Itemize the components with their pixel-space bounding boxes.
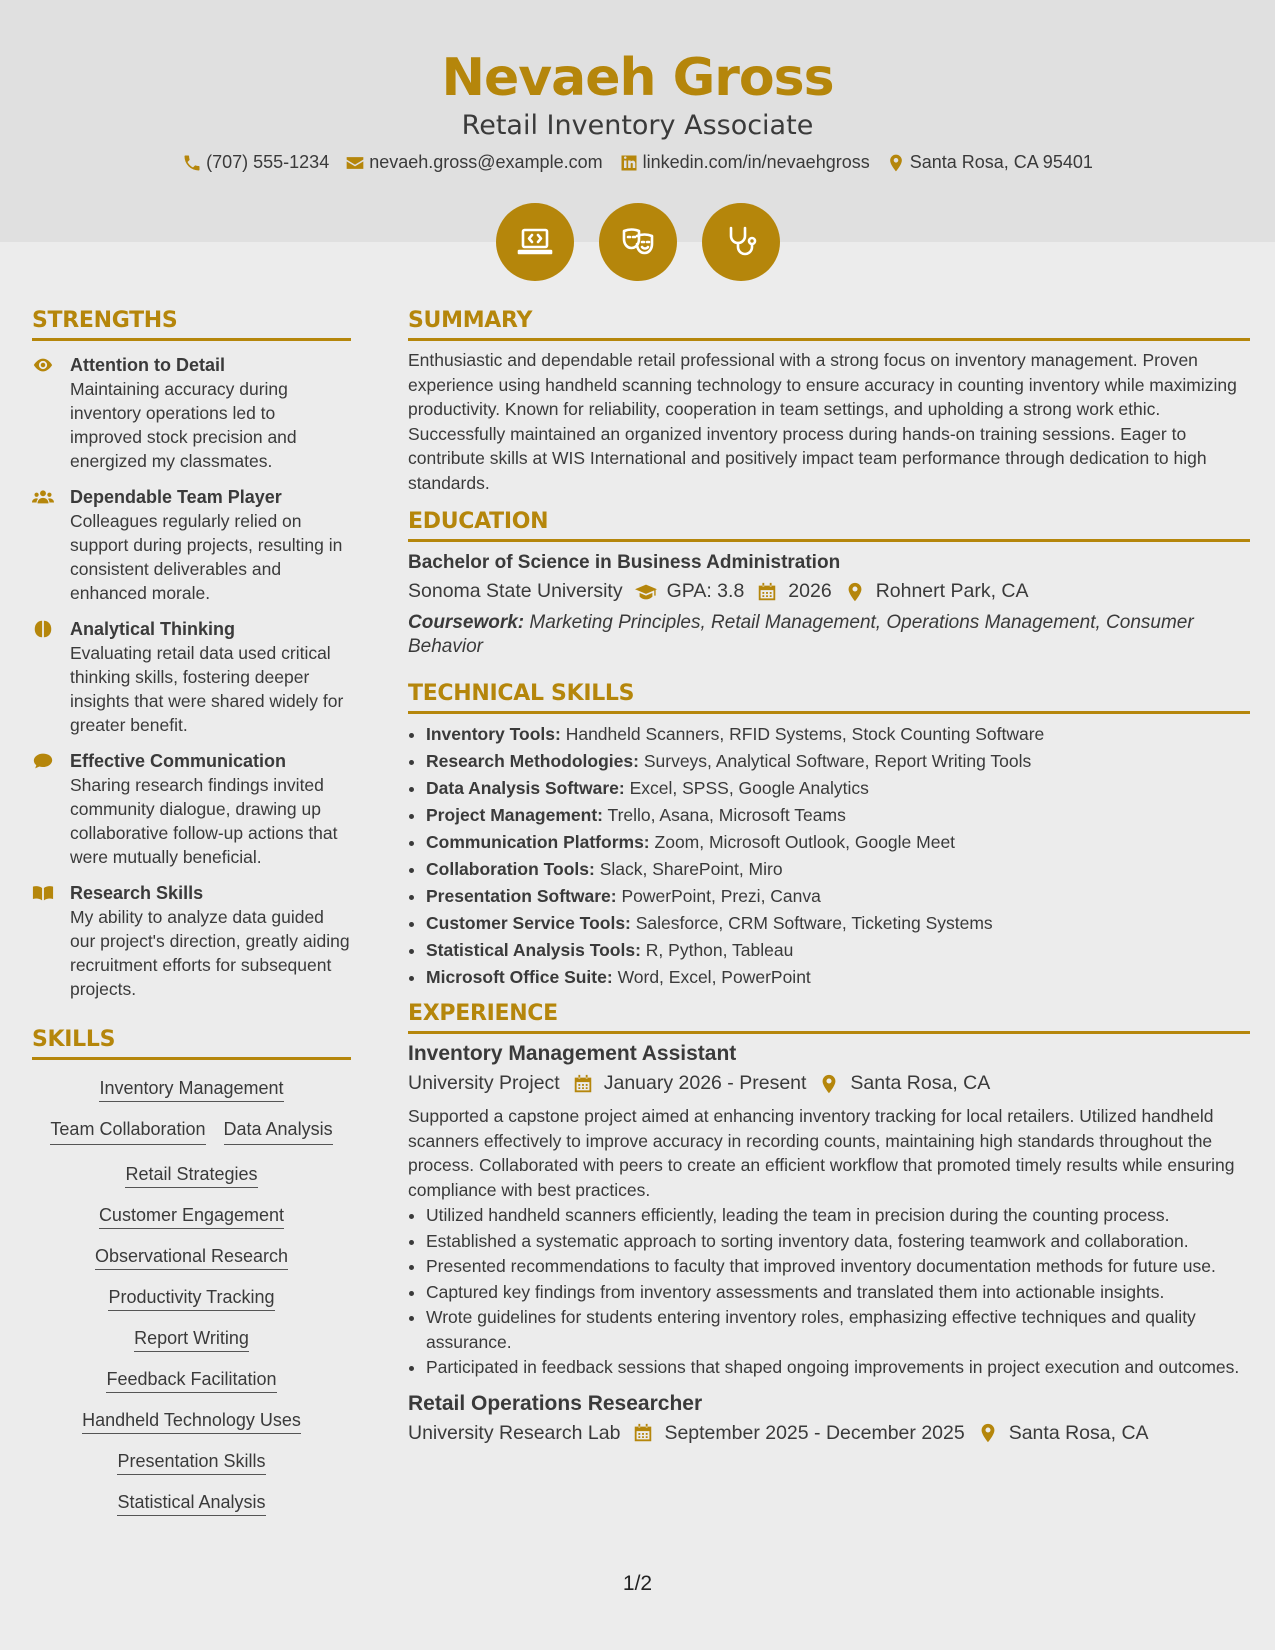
badge-stethoscope <box>702 203 780 281</box>
users-icon <box>32 487 54 507</box>
strength-item <box>32 749 351 869</box>
tech-value: PowerPoint, Prezi, Canva <box>621 886 821 906</box>
list-item <box>426 721 1250 748</box>
list-item: • Captured key findings from inventory assessments and translated them into actionable insights. <box>426 1280 1250 1305</box>
list-item <box>426 964 1250 991</box>
tech-label: Data Analysis Software: <box>426 778 625 798</box>
job-org: University Research Lab <box>408 1421 621 1444</box>
list-item <box>426 883 1250 910</box>
skill-tag: Report Writing <box>134 1328 249 1352</box>
gpa: GPA: 3.8 <box>666 580 745 602</box>
tech-value: Word, Excel, PowerPoint <box>617 967 811 987</box>
envelope-icon <box>345 153 365 173</box>
job-meta <box>408 1422 1250 1445</box>
contact-bar <box>0 152 1275 173</box>
school-name: Sonoma State University <box>408 580 623 602</box>
list-item <box>426 775 1250 802</box>
strength-title: Analytical Thinking <box>70 619 236 639</box>
calendar-icon <box>572 1074 594 1094</box>
list-item: • Wrote guidelines for students entering inventory roles, emphasizing effective techniques and quality assurance. <box>426 1305 1250 1354</box>
list-item <box>426 748 1250 775</box>
skill-tag: Data Analysis <box>224 1117 333 1145</box>
coursework-label: Coursework: <box>408 612 525 633</box>
strength-title: Attention to Detail <box>70 355 225 375</box>
summary-heading: SUMMARY <box>408 308 1250 341</box>
technical-skills-heading: TECHNICAL SKILLS <box>408 681 1250 714</box>
tech-value: Slack, SharePoint, Miro <box>599 859 783 879</box>
tech-value: Handheld Scanners, RFID Systems, Stock Counting Software <box>565 724 1045 744</box>
contact-linkedin[interactable] <box>619 152 870 173</box>
list-item <box>426 829 1250 856</box>
job-location: Santa Rosa, CA <box>1008 1421 1149 1444</box>
skill-tag: Observational Research <box>95 1246 288 1270</box>
tech-label: Communication Platforms: <box>426 832 650 852</box>
strength-title: Dependable Team Player <box>70 487 282 507</box>
skill-tag: Presentation Skills <box>117 1451 265 1475</box>
location-pin-icon <box>818 1074 840 1094</box>
list-item: • Utilized handheld scanners efficiently, leading the team in precision during the counting process. <box>426 1203 1250 1228</box>
page-number: 1/2 <box>622 1572 653 1595</box>
skill-tag: Statistical Analysis <box>117 1492 265 1516</box>
tech-label: Statistical Analysis Tools: <box>426 940 641 960</box>
tech-label: Collaboration Tools: <box>426 859 595 879</box>
calendar-icon <box>632 1423 654 1443</box>
job-dates: September 2025 - December 2025 <box>664 1421 965 1444</box>
technical-skills-list <box>408 721 1250 991</box>
skill-tag: Handheld Technology Uses <box>82 1410 301 1434</box>
linkedin-icon <box>619 153 639 173</box>
phone-icon <box>182 153 202 173</box>
skill-tag: Customer Engagement <box>99 1205 284 1229</box>
tech-label: Presentation Software: <box>426 886 617 906</box>
coursework <box>408 611 1250 659</box>
contact-email[interactable] <box>345 152 602 173</box>
list-item <box>426 910 1250 937</box>
stethoscope-icon <box>721 222 761 262</box>
skills-list <box>32 1076 351 1514</box>
list-item <box>426 856 1250 883</box>
list-item: • Participated in feedback sessions that shaped ongoing improvements in project execution and outcomes. <box>426 1355 1250 1380</box>
list-item: • Presented recommendations to faculty that improved inventory documentation methods for future use. <box>426 1254 1250 1279</box>
right-column <box>408 308 1250 1445</box>
location-pin-icon <box>844 582 866 602</box>
contact-linkedin-text: linkedin.com/in/nevaehgross <box>642 152 870 172</box>
tech-value: Excel, SPSS, Google Analytics <box>629 778 869 798</box>
strength-desc: Evaluating retail data used critical thinking skills, fostering deeper insights that were shared widely for greater benefit. <box>70 643 344 735</box>
list-item <box>426 802 1250 829</box>
strength-desc: Maintaining accuracy during inventory operations led to improved stock precision and energized my classmates. <box>70 379 297 471</box>
job-dates: January 2026 - Present <box>603 1072 807 1094</box>
degree-title: Bachelor of Science in Business Administration <box>408 552 841 573</box>
job-bullets <box>408 1203 1250 1380</box>
graduation-year: 2026 <box>788 580 832 602</box>
contact-phone-text: (707) 555-1234 <box>206 152 330 172</box>
tech-label: Inventory Tools: <box>426 724 561 744</box>
contact-location <box>886 152 1093 173</box>
strength-title: Effective Communication <box>70 751 287 771</box>
tech-label: Research Methodologies: <box>426 751 639 771</box>
tech-label: Microsoft Office Suite: <box>426 967 613 987</box>
job-title: Retail Inventory Associate <box>461 110 814 141</box>
skill-tag: Productivity Tracking <box>108 1287 274 1311</box>
badge-laptop <box>496 203 574 281</box>
skill-tag: Feedback Facilitation <box>106 1369 276 1393</box>
strength-item <box>32 617 351 737</box>
strength-desc: Colleagues regularly relied on support during projects, resulting in consistent deliverables and enhanced morale. <box>70 511 343 603</box>
job-org: University Project <box>408 1072 560 1094</box>
tech-value: Surveys, Analytical Software, Report Writing Tools <box>643 751 1032 771</box>
coursework-list: Marketing Principles, Retail Management, Operations Management, Consumer Behavior <box>408 612 1194 657</box>
job-meta <box>408 1072 1250 1095</box>
experience-heading: EXPERIENCE <box>408 1001 1250 1034</box>
strengths-heading: STRENGTHS <box>32 308 351 341</box>
location-pin-icon <box>977 1423 999 1443</box>
list-item: • Established a systematic approach to sorting inventory data, fostering teamwork and collaboration. <box>426 1229 1250 1254</box>
education-meta <box>408 580 1250 603</box>
contact-email-text: nevaeh.gross@example.com <box>369 152 603 172</box>
brain-icon <box>32 619 54 639</box>
strength-item <box>32 485 351 605</box>
tech-value: Salesforce, CRM Software, Ticketing Systems <box>635 913 993 933</box>
education-heading: EDUCATION <box>408 509 1250 542</box>
laptop-code-icon <box>515 222 555 262</box>
strength-item <box>32 353 351 473</box>
location-pin-icon <box>886 153 906 173</box>
tech-value: Trello, Asana, Microsoft Teams <box>607 805 846 825</box>
strength-title: Research Skills <box>70 883 204 903</box>
candidate-name: Nevaeh Gross <box>441 48 834 108</box>
badge-masks <box>599 203 677 281</box>
interest-badges <box>0 203 1275 281</box>
strength-desc: My ability to analyze data guided our project's direction, greatly aiding recruitment efforts for subsequent projects. <box>70 907 350 999</box>
job-role: Inventory Management Assistant <box>408 1042 737 1065</box>
left-column <box>32 308 351 1514</box>
job-role: Retail Operations Researcher <box>408 1391 703 1415</box>
list-item <box>426 937 1250 964</box>
skill-tag: Retail Strategies <box>125 1164 257 1188</box>
strength-desc: Sharing research findings invited community dialogue, drawing up collaborative follow-up actions that were mutually beneficial. <box>70 775 338 867</box>
book-open-icon <box>32 883 54 903</box>
contact-phone[interactable] <box>182 152 329 173</box>
tech-value: R, Python, Tableau <box>645 940 794 960</box>
strength-item <box>32 881 351 1001</box>
tech-value: Zoom, Microsoft Outlook, Google Meet <box>654 832 956 852</box>
theater-masks-icon <box>618 222 658 262</box>
contact-location-text: Santa Rosa, CA 95401 <box>909 152 1093 172</box>
skills-heading: SKILLS <box>32 1027 351 1060</box>
job-location: Santa Rosa, CA <box>850 1072 991 1094</box>
skill-tag: Team Collaboration <box>50 1117 205 1145</box>
tech-label: Customer Service Tools: <box>426 913 631 933</box>
summary-text: Enthusiastic and dependable retail professional with a strong focus on inventory management. Proven experience using handheld scanning technology to ensure accuracy in counting inventory while maximizing productivity. Known for reliability, cooperation in team settings, and upholding a strong work ethic. Successfully maintained an organized inventory process during hands-on training sessions. Eager to contribute skills at WIS International and positively impact team performance through dedication to high standards. <box>408 350 1237 493</box>
tech-label: Project Management: <box>426 805 603 825</box>
school-location: Rohnert Park, CA <box>875 580 1029 602</box>
job-description: Supported a capstone project aimed at enhancing inventory tracking for local retailers. Utilized handheld scanners effectively to improve accuracy in recording counts, maintaining high standards throughout the process. Collaborated with peers to create an efficient workflow that promoted timely results while ensuring compliance with best practices. <box>408 1106 1235 1200</box>
eye-icon <box>32 355 54 375</box>
comment-icon <box>32 751 54 771</box>
graduation-cap-icon <box>635 582 657 602</box>
calendar-icon <box>756 582 778 602</box>
skill-tag: Inventory Management <box>99 1078 283 1102</box>
